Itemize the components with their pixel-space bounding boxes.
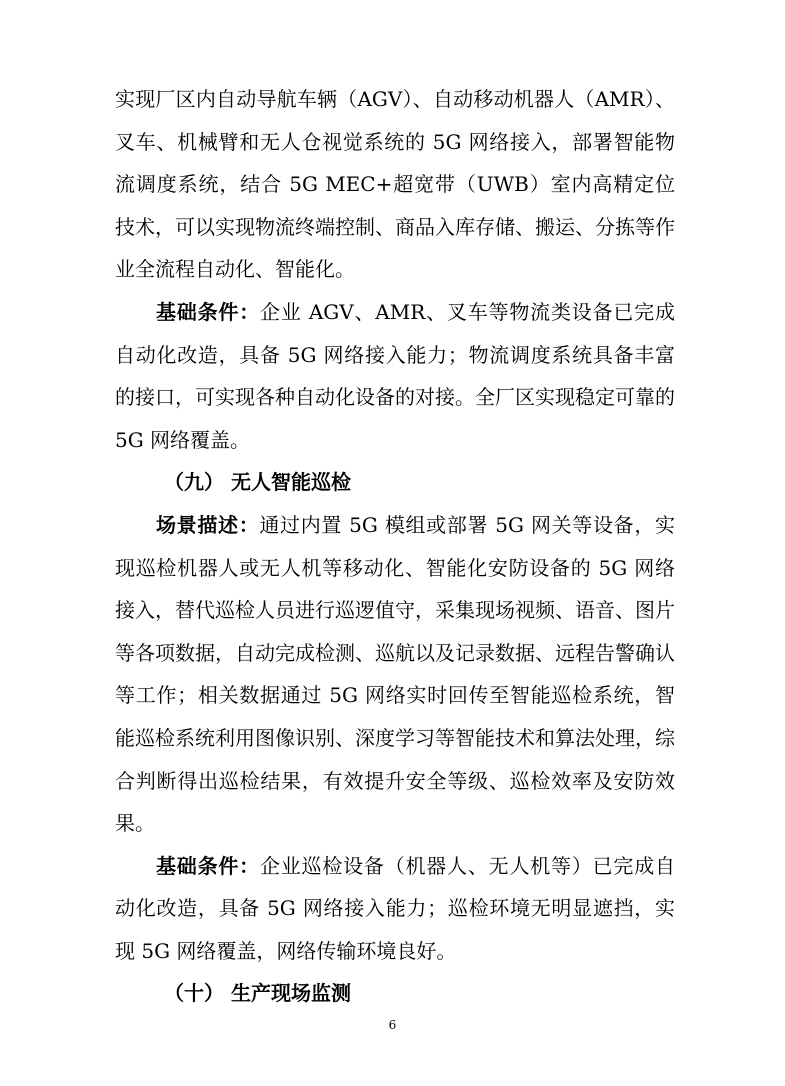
paragraph-text: 实现厂区内自动导航车辆（AGV）、自动移动机器人（AMR）、叉车、机械臂和无人仓视觉系统的 5G 网络接入，部署智能物流调度系统，结合 5G MEC+超宽带（UWB）室内高精定位技术，可以实现物流终端控制、商品入库存储、搬运、分拣等作业全流程自动化、智能化。	[115, 87, 675, 282]
paragraph-lead-label: 基础条件：	[156, 299, 261, 324]
paragraph-text: 企业巡检设备（机器人、无人机等）已完成自动化改造，具备 5G 网络接入能力；巡检环境无明显遮挡，实现 5G 网络覆盖，网络传输环境良好。	[115, 853, 676, 963]
paragraph-inspection-description	[115, 504, 675, 845]
paragraph-text: 企业 AGV、AMR、叉车等物流类设备已完成自动化改造，具备 5G 网络接入能力；物流调度系统具备丰富的接口，可实现各种自动化设备的对接。全厂区实现稳定可靠的 5G 网络覆盖。	[115, 299, 675, 452]
page-number: 6	[388, 1018, 397, 1032]
paragraph-inspection-conditions	[115, 845, 675, 973]
paragraph-lead-label: 基础条件：	[156, 853, 260, 878]
paragraph-lead-label: 场景描述：	[156, 512, 260, 537]
paragraph-logistics-description	[115, 78, 675, 291]
section-heading-monitoring: （十） 生产现场监测	[164, 981, 351, 1006]
paragraph-text: 通过内置 5G 模组或部署 5G 网关等设备，实现巡检机器人或无人机等移动化、智能化安防设备的 5G 网络接入，替代巡检人员进行巡逻值守，采集现场视频、语音、图片等各项数据，自动完成检测、巡航以及记录数据、远程告警确认等工作；相关数据通过 5G 网络实时回传至智能巡检系统，智能巡检系统利用图像识别、深度学习等智能技术和算法处理，综合判断得出巡检结果，有效提升安全等级、巡检效率及安防效果。	[115, 512, 675, 836]
paragraph-logistics-conditions	[115, 291, 675, 461]
document-page	[115, 78, 675, 1015]
section-heading-inspection: （九） 无人智能巡检	[164, 470, 351, 495]
